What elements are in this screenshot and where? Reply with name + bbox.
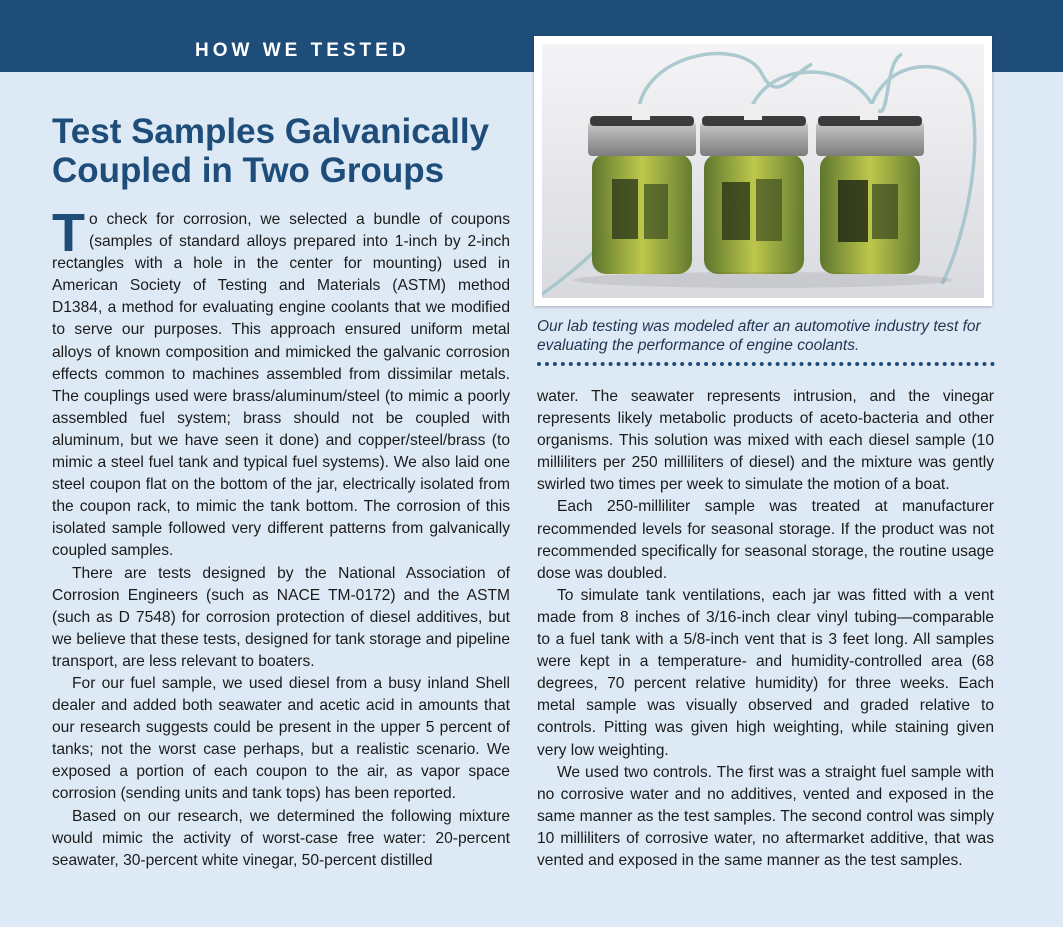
paragraph-1-text: o check for corrosion, we selected a bundle of coupons (samples of standard alloys prepared into 1-inch by 2-inch rectangles with a hole in the center for mounting) used in American Society of Testing and Materials (ASTM) method D1384, a method for evaluating engine coolants that we modified to serve our purposes. This approach ensured uniform metal alloys of known composition and mimicked the galvanic corrosion effects common to machines assembled from dissimilar metals. The couplings used were brass/aluminum/steel (to mimic a poorly assembled fuel system; brass should not be coupled with aluminum, but we have seen it done) and copper/steel/brass (to mimic a steel fuel tank and typical fuel systems). We also laid one steel coupon flat on the bottom of the jar, electrically isolated from the coupon rack, to mimic the tank bottom. The corrosion of this isolated sample followed very different patterns from galvanically coupled samples. <box>52 211 510 560</box>
paragraph-7: We used two controls. The first was a straight fuel sample with no corrosive water and no additives, vented and exposed in the same manner as the test samples. The second control was simply 10 milliliters of corrosive water, no aftermarket additive, that was vented and exposed in the same manner as the test samples. <box>537 763 994 869</box>
jar-1 <box>588 104 696 274</box>
paragraph-3: For our fuel sample, we used diesel from a busy inland Shell dealer and added both seawater and acetic acid in amounts that our research suggests could be present in the upper 5 percent of tanks; not the worst case perhaps, but a realistic scenario. We exposed a portion of each coupon to the air, as vapor space corrosion (sending units and tank tops) has been reported. <box>52 674 510 803</box>
section-label: HOW WE TESTED <box>195 40 410 61</box>
jars-illustration <box>542 44 984 298</box>
article-column-right <box>537 386 994 872</box>
jar-2 <box>700 104 808 274</box>
jar-3 <box>816 104 924 274</box>
drop-cap: T <box>52 203 85 263</box>
article-column-left <box>52 203 510 872</box>
article-title: Test Samples Galvanically Coupled in Two Groups <box>52 112 490 190</box>
paragraph-4: Based on our research, we determined the following mixture would mimic the activity of worst-case free water: 20-percent seawater, 30-percent white vinegar, 50-percent distilled <box>52 807 510 869</box>
lab-photo <box>534 36 992 306</box>
paragraph-4-continued: water. The seawater represents intrusion, and the vinegar represents likely metabolic products of aceto-bacteria and other organisms. This solution was mixed with each diesel sample (10 milliliters per 250 milliliters of diesel) and the mixture was gently swirled two times per week to simulate the motion of a boat. <box>537 388 994 494</box>
paragraph-5: Each 250-milliliter sample was treated at manufacturer recommended levels for seasonal storage. If the product was not recommended specifically for seasonal storage, the routine usage dose was doubled. <box>537 498 994 582</box>
photo-caption: Our lab testing was modeled after an automotive industry test for evaluating the performance of engine coolants. <box>537 318 981 354</box>
paragraph-6: To simulate tank ventilations, each jar was fitted with a vent made from 8 inches of 3/16-inch clear vinyl tubing—comparable to a fuel tank with a 5/8-inch vent that is 3 feet long. All samples were kept in a temperature- and humidity-controlled area (68 degrees, 70 percent relative humidity) for three weeks. Each metal sample was visually observed and graded relative to controls. Pitting was given high weighting, while staining given very low weighting. <box>537 586 994 759</box>
dotted-divider <box>537 362 995 366</box>
paragraph-2: There are tests designed by the National Association of Corrosion Engineers (such as NACE TM-0172) and the ASTM (such as D 7548) for corrosion protection of diesel additives, but we believe that these tests, designed for tank storage and pipeline transport, are less relevant to boaters. <box>52 564 510 670</box>
paragraph-1 <box>52 203 510 563</box>
